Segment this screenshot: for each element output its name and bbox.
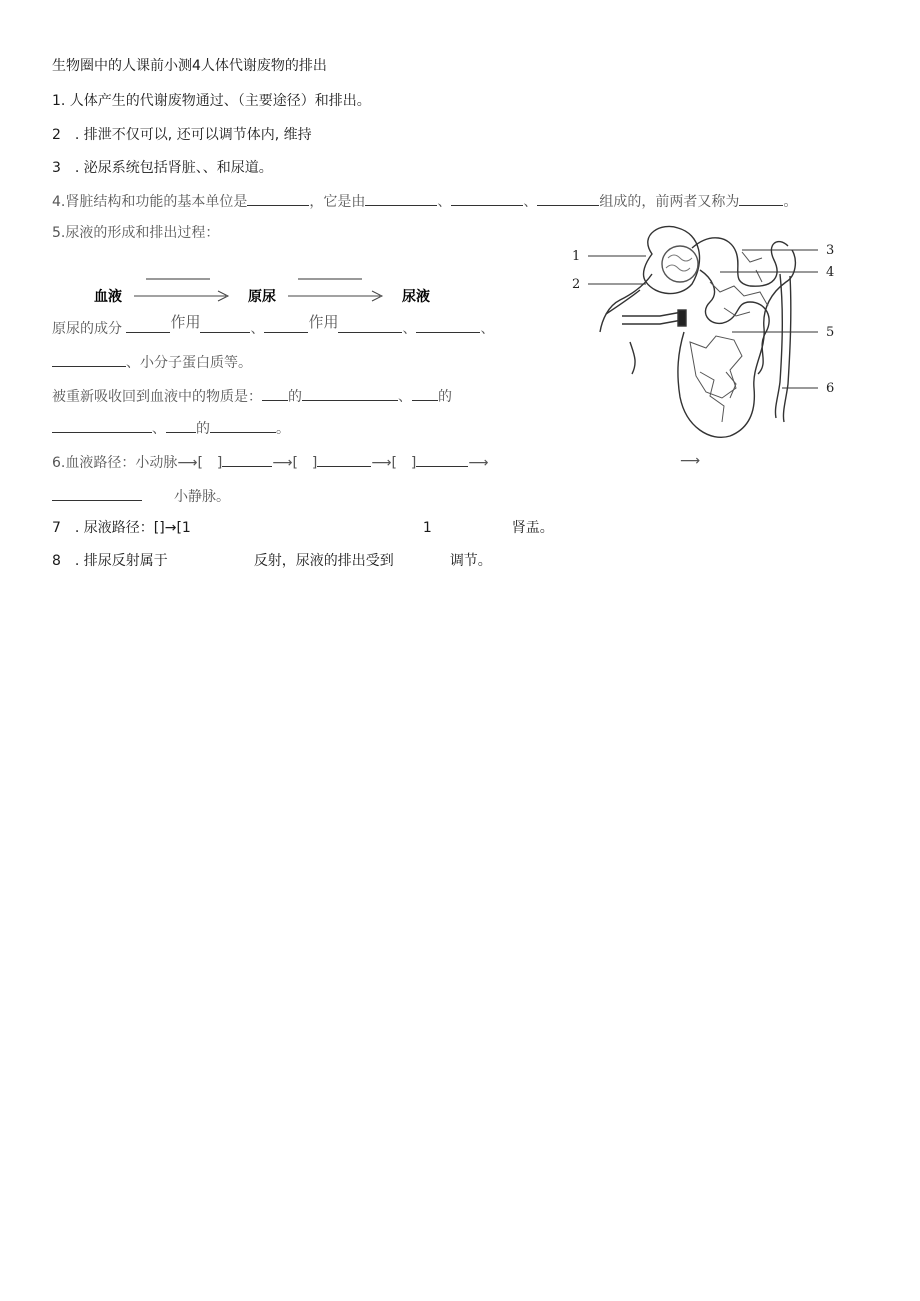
q5-sep: 、: [152, 421, 166, 437]
blank: [166, 418, 196, 433]
blank: [126, 318, 170, 333]
question-5-heading: 5.尿液的形成和排出过程：: [52, 225, 220, 241]
blank: [52, 418, 152, 433]
q4-mid2: 组成的，前两者又称为: [599, 194, 740, 210]
q6-end: 小静脉。: [174, 489, 230, 505]
q5-reabsorbed-label: 被重新吸收回到血液中的物质是：: [52, 389, 262, 405]
q5-sep: 、: [398, 389, 412, 405]
q5-of1: 的: [288, 389, 302, 405]
q5-composition-label: 原尿的成分: [52, 321, 122, 337]
blank: [416, 318, 480, 333]
q7-prefix: 7 . 尿液路径：[]→[1: [52, 520, 191, 536]
blank: [247, 191, 309, 206]
arrow: ⟶: [468, 455, 489, 471]
question-6: [52, 452, 488, 472]
q7-end: 肾盂。: [511, 520, 554, 536]
q5-action2: 作用: [308, 313, 339, 331]
arrow: ⟶: [371, 455, 392, 471]
diagram-label-4: 4: [826, 265, 835, 280]
arrow: ⟶: [272, 455, 293, 471]
diagram-label-5: 5: [826, 325, 835, 340]
q5-composition-line1: [52, 313, 495, 338]
q5-reabsorbed-line1: [52, 386, 452, 406]
blank: [302, 386, 398, 401]
blank: [451, 191, 523, 206]
q7-mid: 1: [422, 520, 432, 536]
flow-stage-urine: 尿液: [402, 289, 430, 305]
question-3: 3 . 泌尿系统包括肾脏、、和尿道。: [52, 160, 273, 176]
q5-action1: 作用: [170, 313, 201, 331]
arrow: ⟶: [680, 453, 701, 469]
question-8: [52, 552, 492, 570]
q5-end: 。: [276, 421, 290, 437]
arrow: ⟶: [177, 455, 198, 471]
blank: [52, 352, 126, 367]
blank: [210, 418, 276, 433]
q4-sep2: 、: [523, 194, 538, 210]
page-title: 生物圈中的人课前小测4人体代谢废物的排出: [52, 58, 327, 74]
q5-sep: 、: [480, 321, 495, 337]
blank: [317, 452, 371, 467]
q5-of2: 的: [438, 389, 452, 405]
blank: [412, 386, 438, 401]
diagram-label-3: 3: [826, 243, 835, 258]
q5-of3: 的: [196, 421, 210, 437]
blank: [222, 452, 272, 467]
q6-bracket: [ ]: [292, 455, 318, 471]
diagram-label-2: 2: [572, 277, 581, 292]
diagram-label-6: 6: [826, 381, 835, 396]
diagram-label-1: 1: [572, 249, 581, 264]
flow-stage-blood: 血液: [94, 289, 122, 305]
blank: [537, 191, 599, 206]
q5-composition-line2: [52, 352, 252, 372]
question-4: [52, 191, 797, 211]
blank: [739, 191, 783, 206]
nephron-diagram: [560, 222, 860, 457]
blank: [338, 318, 402, 333]
question-2: 2 . 排泄不仅可以, 还可以调节体内, 维持: [52, 127, 312, 143]
q4-end: 。: [783, 194, 798, 210]
q4-sep1: 、: [437, 194, 452, 210]
question-7: [52, 519, 554, 537]
q6-prefix: 6.血液路径：小动脉: [52, 455, 178, 471]
glomerulus: [662, 246, 698, 282]
renal-capsule: [644, 226, 700, 293]
blank: [52, 486, 142, 501]
q5-reabsorbed-line2: [52, 418, 290, 438]
urine-formation-flow: [92, 270, 452, 310]
q5-composition-end: 、小分子蛋白质等。: [126, 355, 252, 371]
renal-tubule: [692, 238, 788, 286]
question-1: 1. 人体产生的代谢废物通过、（主要途径）和排出。: [52, 93, 371, 109]
blank: [264, 318, 308, 333]
q8-end: 调节。: [449, 553, 492, 569]
q6-bracket: [ ]: [391, 455, 417, 471]
q5-sep: 、: [250, 321, 265, 337]
renal-artery: [600, 274, 652, 332]
question-6-line2: [52, 486, 230, 506]
flow-stage-primary-urine: 原尿: [248, 289, 276, 305]
blank: [416, 452, 468, 467]
q4-prefix: 4.肾脏结构和功能的基本单位是: [52, 194, 248, 210]
collecting-duct: [775, 274, 782, 418]
blank: [365, 191, 437, 206]
blank: [200, 318, 250, 333]
blank: [262, 386, 288, 401]
q4-mid1: ，它是由: [309, 194, 366, 210]
q8-mid: 反射，尿液的排出受到: [253, 553, 394, 569]
q8-prefix: 8 . 排尿反射属于: [52, 553, 168, 569]
q6-bracket: [ ]: [197, 455, 223, 471]
q5-sep: 、: [402, 321, 417, 337]
